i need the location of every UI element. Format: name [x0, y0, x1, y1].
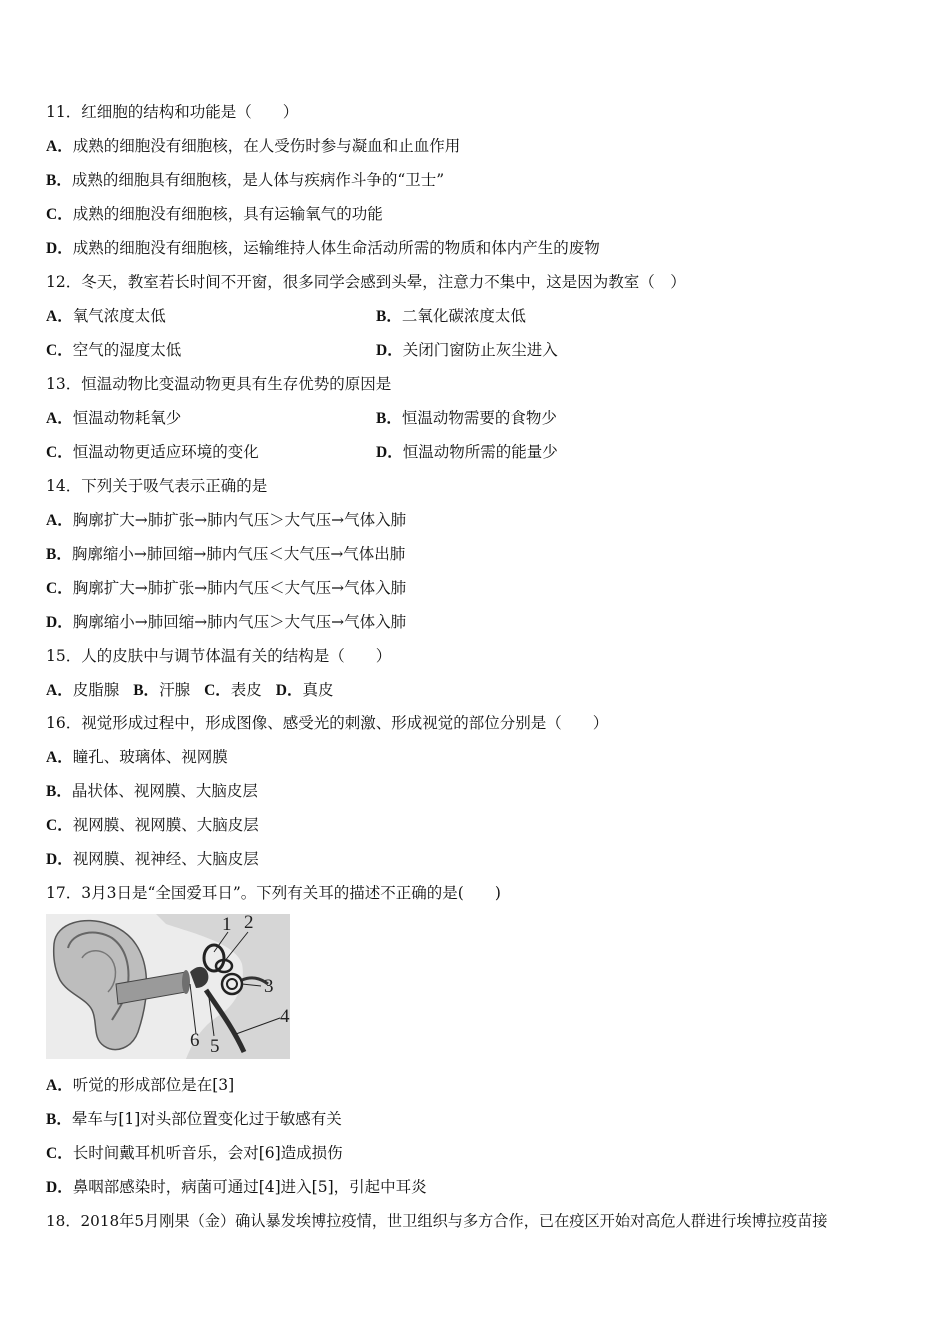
- option-label: B．: [46, 783, 72, 800]
- question-15-stem: 15．人的皮肤中与调节体温有关的结构是（ ）: [46, 647, 392, 665]
- question-16-option-d: [46, 849, 259, 870]
- option-label: D．: [376, 342, 403, 359]
- question-14-option-a: [46, 510, 406, 531]
- question-14-option-d: [46, 612, 406, 633]
- option-text: 听觉的形成部位是在[3]: [72, 1076, 235, 1094]
- option-text: 二氧化碳浓度太低: [401, 307, 526, 325]
- option-text: 胸廓缩小→肺回缩→肺内气压＞大气压→气体入肺: [72, 613, 407, 631]
- option-text: 成熟的细胞具有细胞核，是人体与疾病作斗争的“卫士”: [71, 171, 445, 189]
- option-label: C．: [46, 444, 73, 461]
- option-label: D．: [46, 614, 73, 631]
- option-label: C．: [46, 206, 73, 223]
- question-11-option-b: [46, 170, 444, 191]
- question-17-option-c: [46, 1143, 343, 1164]
- option-text: 皮脂腺: [72, 681, 120, 699]
- question-12-options-row-2: [46, 340, 906, 361]
- option-label: C．: [46, 1145, 73, 1162]
- option-label: A．: [46, 1077, 73, 1094]
- question-12-option-b: [376, 306, 526, 327]
- option-text: 鼻咽部感染时，病菌可通过[4]进入[5]，引起中耳炎: [72, 1178, 427, 1196]
- option-text: 真皮: [302, 681, 334, 699]
- question-17-stem: 17．3月3日是“全国爱耳日”。下列有关耳的描述不正确的是( ): [46, 884, 501, 902]
- option-label: B．: [376, 308, 402, 325]
- option-label: D．: [46, 1179, 73, 1196]
- option-label: A．: [46, 682, 73, 699]
- question-14-option-c: [46, 578, 406, 599]
- option-text: 晶状体、视网膜、大脑皮层: [71, 782, 258, 800]
- question-11-option-c: [46, 204, 383, 225]
- question-16-stem: 16．视觉形成过程中，形成图像、感受光的刺激、形成视觉的部位分别是（ ）: [46, 714, 609, 732]
- figure-label-1: 1: [222, 914, 232, 935]
- option-label: A．: [46, 138, 73, 155]
- option-text: 空气的湿度太低: [72, 341, 182, 359]
- question-16-option-b: [46, 781, 258, 802]
- question-14-stem: 14．下列关于吸气表示正确的是: [46, 477, 268, 495]
- question-17-option-d: [46, 1177, 427, 1198]
- option-label: B．: [46, 172, 72, 189]
- option-label: C．: [46, 817, 73, 834]
- question-15-options-row: [46, 680, 348, 701]
- option-label: D．: [46, 851, 73, 868]
- question-12-stem: 12．冬天，教室若长时间不开窗，很多同学会感到头晕，注意力不集中，这是因为教室（ ）: [46, 273, 686, 291]
- option-label: B．: [46, 546, 72, 563]
- option-label: B．: [133, 682, 160, 699]
- option-text: 视网膜、视神经、大脑皮层: [72, 850, 259, 868]
- option-text: 胸廓扩大→肺扩张→肺内气压＞大气压→气体入肺: [72, 511, 407, 529]
- option-label: B．: [376, 410, 402, 427]
- option-label: C．: [204, 682, 231, 699]
- question-11-stem: 11．红细胞的结构和功能是（ ）: [46, 103, 299, 121]
- question-15-option-d: [276, 680, 334, 701]
- question-15-option-a: [46, 680, 119, 701]
- option-label: D．: [46, 240, 73, 257]
- option-text: 胸廓扩大→肺扩张→肺内气压＜大气压→气体入肺: [72, 579, 407, 597]
- eardrum-shape: [182, 970, 190, 994]
- figure-label-3: 3: [264, 976, 274, 997]
- figure-label-2: 2: [244, 914, 254, 933]
- question-13-options-row-2: [46, 442, 906, 463]
- option-label: D．: [275, 682, 303, 699]
- question-13-option-a: [46, 409, 181, 427]
- ear-diagram-svg: [46, 914, 290, 1059]
- question-12-option-c: [46, 341, 181, 359]
- question-11-option-d: [46, 238, 600, 259]
- question-13-stem: 13．恒温动物比变温动物更具有生存优势的原因是: [46, 375, 392, 393]
- option-text: 胸廓缩小→肺回缩→肺内气压＜大气压→气体出肺: [71, 545, 406, 563]
- option-label: A．: [46, 410, 73, 427]
- figure-label-4: 4: [280, 1006, 290, 1027]
- question-15-option-b: [133, 680, 190, 701]
- question-15-option-c: [204, 680, 262, 701]
- question-13-option-d: [376, 442, 558, 463]
- question-12-option-a: [46, 307, 166, 325]
- option-text: 恒温动物更适应环境的变化: [72, 443, 259, 461]
- option-label: A．: [46, 749, 73, 766]
- option-text: 瞳孔、玻璃体、视网膜: [72, 748, 228, 766]
- option-label: B．: [46, 1111, 72, 1128]
- option-text: 长时间戴耳机听音乐，会对[6]造成损伤: [72, 1144, 343, 1162]
- option-label: D．: [376, 444, 403, 461]
- option-text: 视网膜、视网膜、大脑皮层: [72, 816, 259, 834]
- ear-structure-figure: [46, 914, 290, 1059]
- question-16-option-a: [46, 747, 228, 768]
- option-text: 成熟的细胞没有细胞核，在人受伤时参与凝血和止血作用: [72, 137, 461, 155]
- option-label: A．: [46, 512, 73, 529]
- option-text: 成熟的细胞没有细胞核，具有运输氧气的功能: [72, 205, 383, 223]
- question-17-option-a: [46, 1075, 234, 1096]
- option-text: 恒温动物需要的食物少: [401, 409, 557, 427]
- question-14-option-b: [46, 544, 405, 565]
- option-text: 晕车与[1]对头部位置变化过于敏感有关: [71, 1110, 342, 1128]
- question-13-options-row-1: [46, 408, 906, 429]
- option-label: A．: [46, 308, 73, 325]
- option-text: 成熟的细胞没有细胞核，运输维持人体生命活动所需的物质和体内产生的废物: [72, 239, 600, 257]
- option-text: 恒温动物所需的能量少: [402, 443, 558, 461]
- question-11-option-a: [46, 136, 460, 157]
- question-12-option-d: [376, 340, 558, 361]
- option-text: 氧气浓度太低: [72, 307, 166, 325]
- option-text: 关闭门窗防止灰尘进入: [402, 341, 558, 359]
- option-text: 表皮: [230, 681, 262, 699]
- question-16-option-c: [46, 815, 259, 836]
- question-17-option-b: [46, 1109, 342, 1130]
- option-text: 恒温动物耗氧少: [72, 409, 182, 427]
- figure-label-5: 5: [210, 1036, 220, 1057]
- question-18-stem: 18．2018年5月刚果（金）确认暴发埃博拉疫情，世卫组织与多方合作，已在疫区开始对高危人群进行埃博拉疫苗接: [46, 1212, 828, 1230]
- question-12-options-row-1: [46, 306, 906, 327]
- option-text: 汗腺: [159, 681, 191, 699]
- question-13-option-c: [46, 443, 259, 461]
- figure-label-6: 6: [190, 1030, 200, 1051]
- question-13-option-b: [376, 408, 557, 429]
- option-label: C．: [46, 342, 73, 359]
- option-label: C．: [46, 580, 73, 597]
